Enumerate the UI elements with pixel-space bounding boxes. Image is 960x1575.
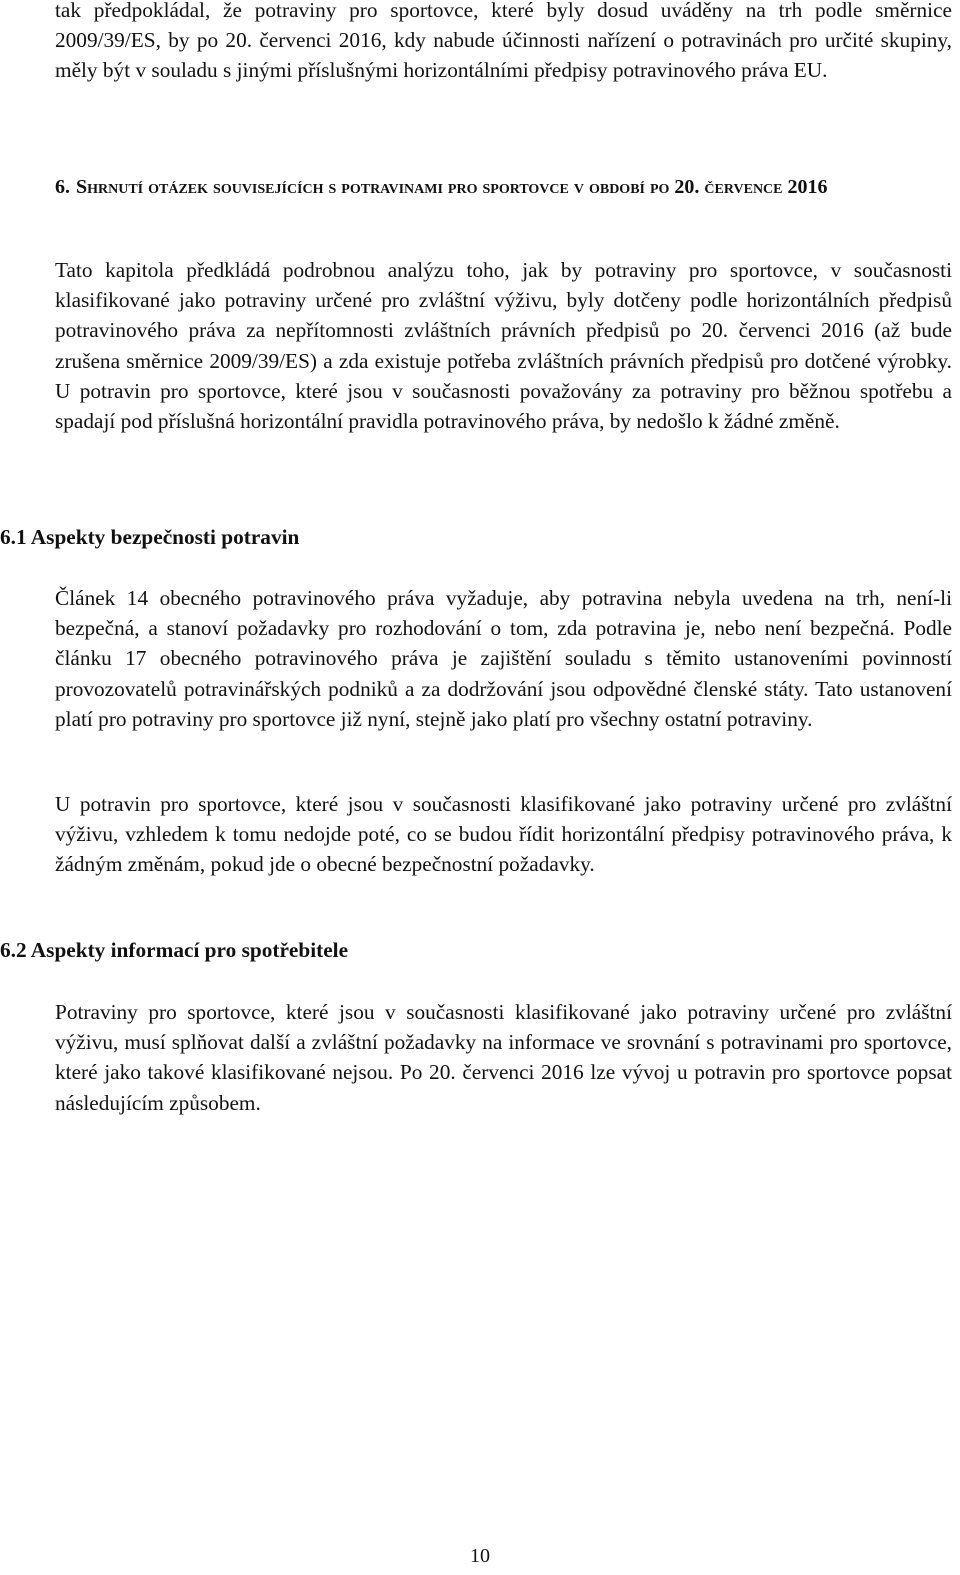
consumer-info-paragraph: Potraviny pro sportovce, které jsou v současnosti klasifikované jako potraviny určené pro zvláštní výživu, musí splňovat další a zvláštní požadavky na informace ve srovnání s potravinami pro sportovce, které jako takové klasifikované nejsou. Po 20. červenci 2016 lze vývoj u potravin pro sportovce popsat následujícím způsobem.	[55, 1000, 952, 1115]
section-number: 6.	[55, 176, 70, 198]
section-title: Shrnutí otázek souvisejících s potravinami pro sportovce v období po 20. července 2016	[76, 176, 828, 198]
food-safety-paragraph-1: Článek 14 obecného potravinového práva vyžaduje, aby potravina nebyla uvedena na trh, není-li bezpečná, a stanoví požadavky pro rozhodování o tom, zda potravina je, nebo není bezpečná. Podle článku 17 obecného potravinového práva je zajištění souladu s těmito ustanoveními povinností provozovatelů potravinářských podniků a za dodržování jsou odpovědné členské státy. Tato ustanovení platí pro potraviny pro sportovce již nyní, stejně jako platí pro všechny ostatní potraviny.	[55, 586, 952, 731]
food-safety-paragraph-2: U potravin pro sportovce, které jsou v současnosti klasifikované jako potraviny určené pro zvláštní výživu, vzhledem k tomu nedojde poté, co se budou řídit horizontální předpisy potravinového práva, k žádným změnám, pokud jde o obecné bezpečnostní požadavky.	[55, 792, 952, 877]
subsection-heading-consumer-info: 6.2 Aspekty informací pro spotřebitele	[0, 938, 349, 962]
section-heading	[55, 172, 952, 202]
page-number: 10	[470, 1545, 490, 1567]
section-paragraph: Tato kapitola předkládá podrobnou analýzu toho, jak by potraviny pro sportovce, v současnosti klasifikované jako potraviny určené pro zvláštní výživu, byly dotčeny podle horizontálních předpisů potravinového práva za nepřítomnosti zvláštních právních předpisů po 20. červenci 2016 (až bude zrušena směrnice 2009/39/ES) a zda existuje potřeba zvláštních právních předpisů pro dotčené výrobky. U potravin pro sportovce, které jsou v současnosti považovány za potraviny pro běžnou spotřebu a spadají pod příslušná horizontální pravidla potravinového práva, by nedošlo k žádné změně.	[55, 258, 952, 434]
subsection-heading-food-safety: 6.1 Aspekty bezpečnosti potravin	[0, 525, 300, 549]
intro-paragraph: tak předpokládal, že potraviny pro sportovce, které byly dosud uváděny na trh podle směrnice 2009/39/ES, by po 20. červenci 2016, kdy nabude účinnosti nařízení o potravinách pro určité skupiny, měly být v souladu s jinými příslušnými horizontálními předpisy potravinového práva EU.	[55, 0, 952, 83]
